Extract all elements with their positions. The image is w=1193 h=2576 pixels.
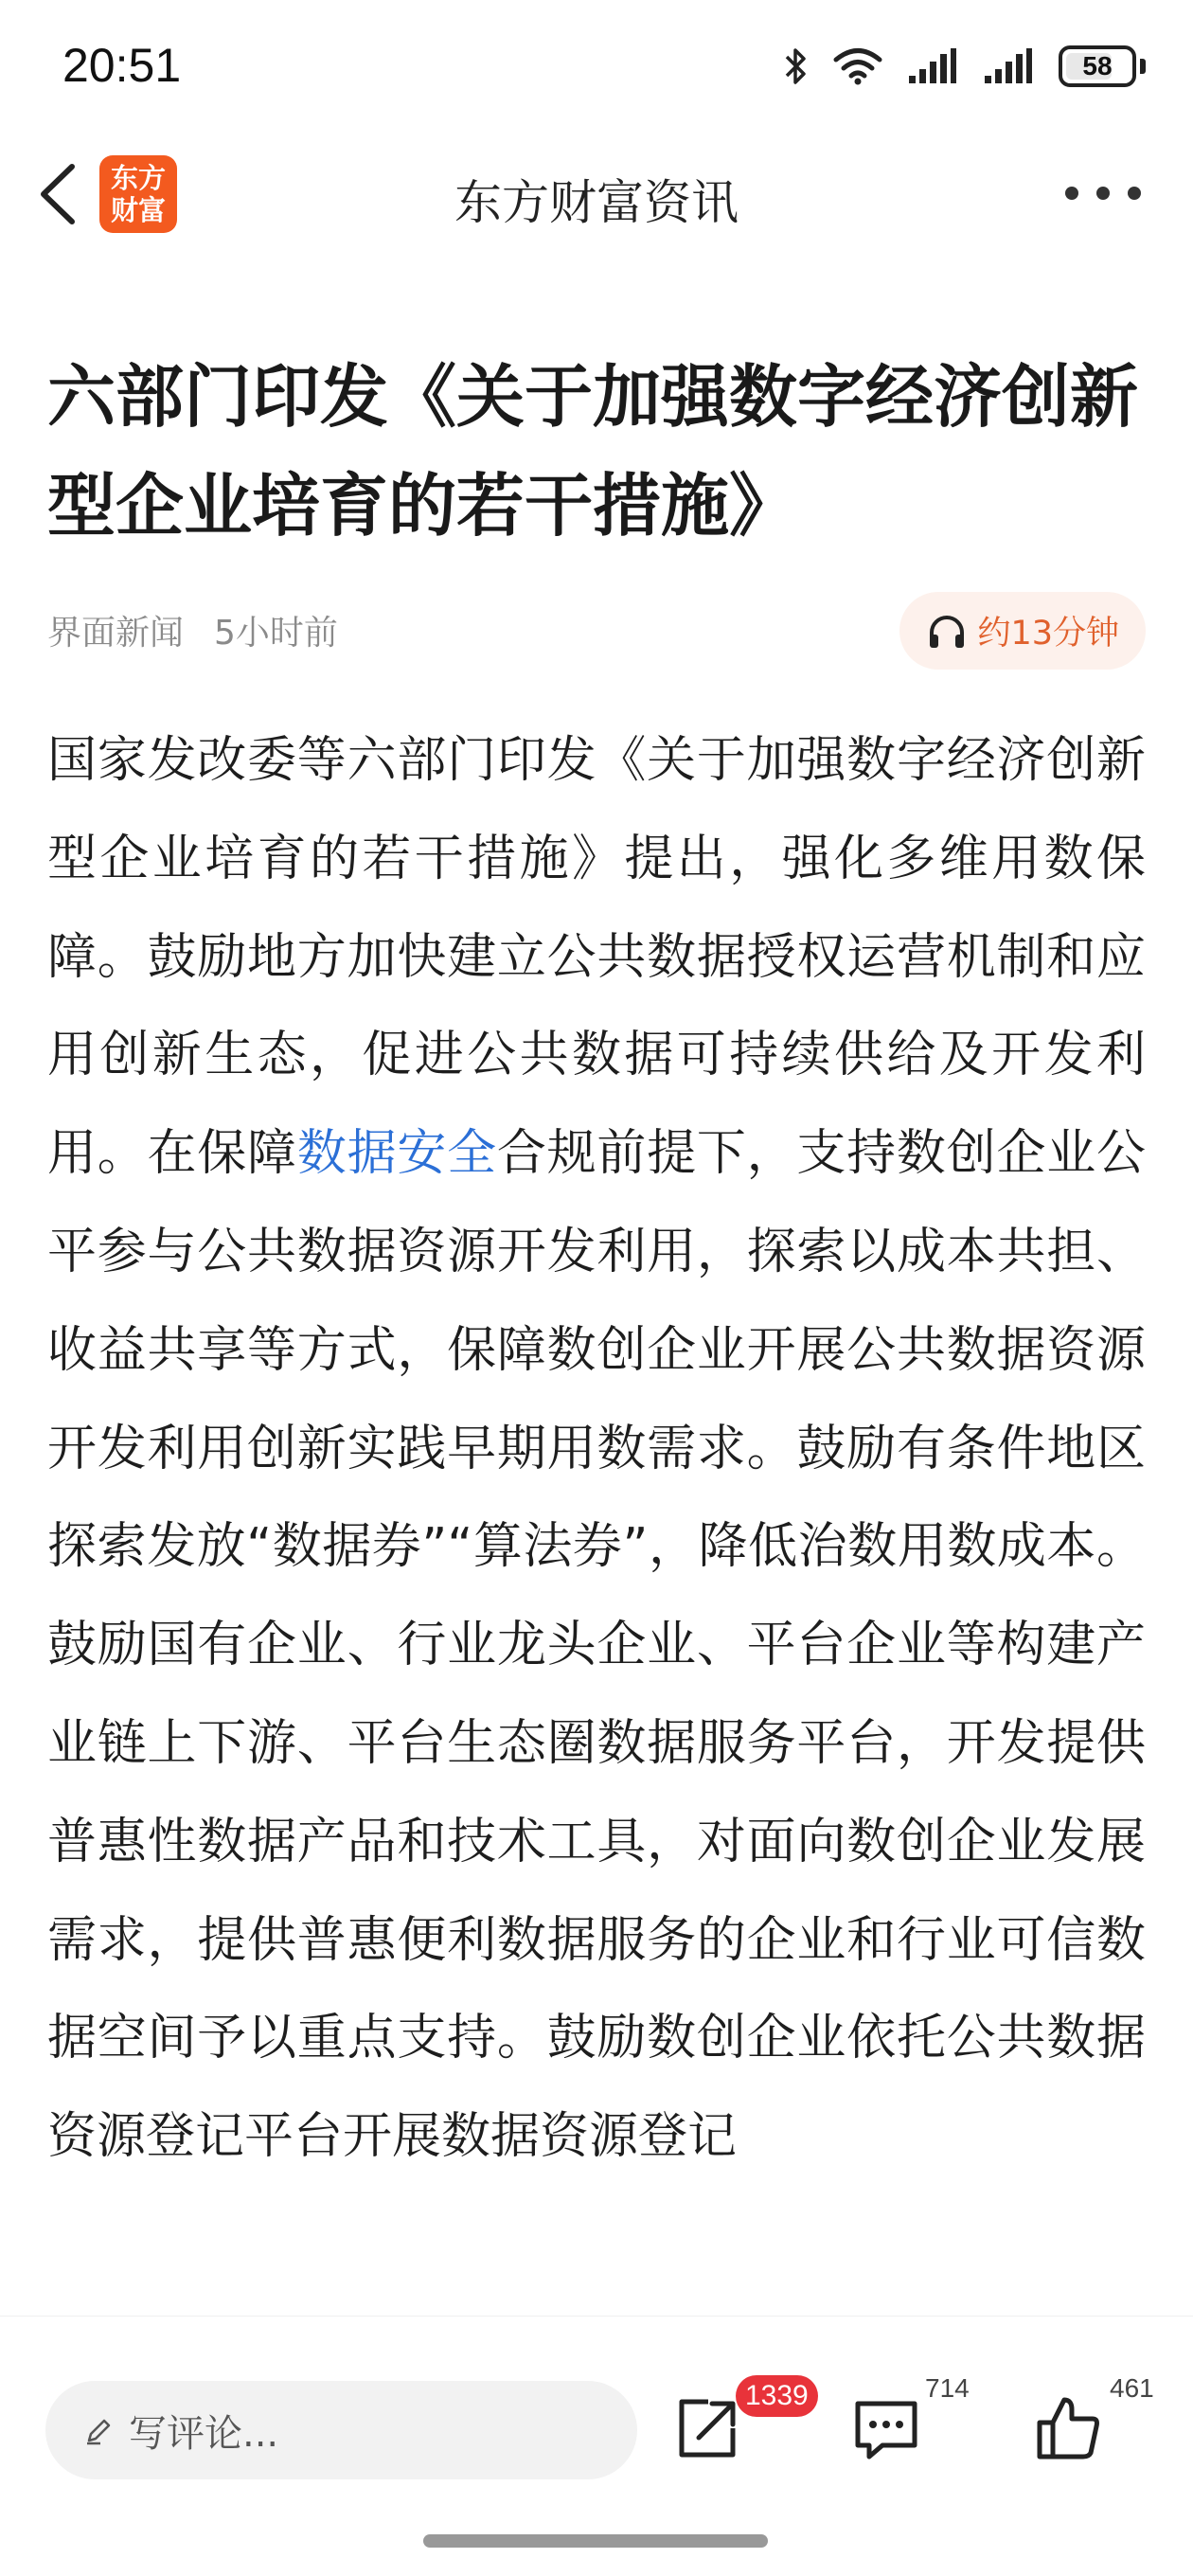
comment-input[interactable] [45,2381,637,2479]
share-icon[interactable] [670,2392,742,2464]
data-security-link[interactable]: 数据安全 [296,1125,497,1183]
comments-icon[interactable] [850,2392,922,2464]
article-title: 六部门印发《关于加强数字经济创新型企业培育的若干措施》 [47,357,1139,546]
headphones-icon [926,610,968,652]
comment-count: 714 [925,2373,970,2403]
status-bar [0,0,1193,137]
share-badge: 1339 [736,2375,818,2417]
wifi-icon [833,47,882,85]
pencil-icon [83,2414,116,2446]
content-fade [0,2263,1193,2320]
home-indicator[interactable] [423,2534,768,2548]
bottom-toolbar [0,2316,1193,2487]
bluetooth-icon [784,45,809,87]
signal-icon-2 [983,47,1034,85]
nav-title: 东方财富资讯 [454,175,739,230]
article-body [47,712,1146,2303]
nav-bar [0,142,1193,246]
article-body-part2: 合规前提下，支持数创企业公平参与公共数据资源开发利用，探索以成本共担、收益共享等方式，保障数创企业开展公共数据资源开发利用创新实践早期用数需求。鼓励有条件地区探索发放“数据券”“算法券”，降低治数用数成本。鼓励国有企业、行业龙头企业、平台企业等构建产业链上下游、平台生态圈数据服务平台，开发提供普惠性数据产品和技术工具，对面向数创企业发展需求，提供普惠便利数据服务的企业和行业可信数据空间予以重点支持。鼓励数创企业依托公共数据资源登记平台开展数据资源登记 [47,1125,1146,2166]
more-icon[interactable] [1060,174,1146,212]
status-icons [784,45,1146,87]
battery-cap [1140,59,1146,74]
battery-level: 58 [1082,51,1113,80]
listen-button[interactable] [899,592,1146,670]
logo-text-line1: 东方 [110,162,166,194]
article-body-part1: 国家发改委等六部门印发《关于加强数字经济创新型企业培育的若干措施》提出，强化多维用数保障。鼓励地方加快建立公共数据授权运营机制和应用创新生态，促进公共数据可持续供给及开发利用。在保障 [47,732,1146,1183]
like-count: 461 [1110,2373,1154,2403]
article-time: 5小时前 [214,614,338,653]
thumbs-up-icon[interactable] [1032,2392,1104,2464]
logo-text-line2: 财富 [110,194,166,226]
battery-icon [1059,45,1136,87]
status-time: 20:51 [62,39,182,92]
article-meta [47,606,338,654]
signal-icon [907,47,958,85]
listen-duration: 约13分钟 [977,615,1119,653]
comment-placeholder: 写评论... [129,2411,279,2456]
article-source[interactable]: 界面新闻 [47,614,185,653]
